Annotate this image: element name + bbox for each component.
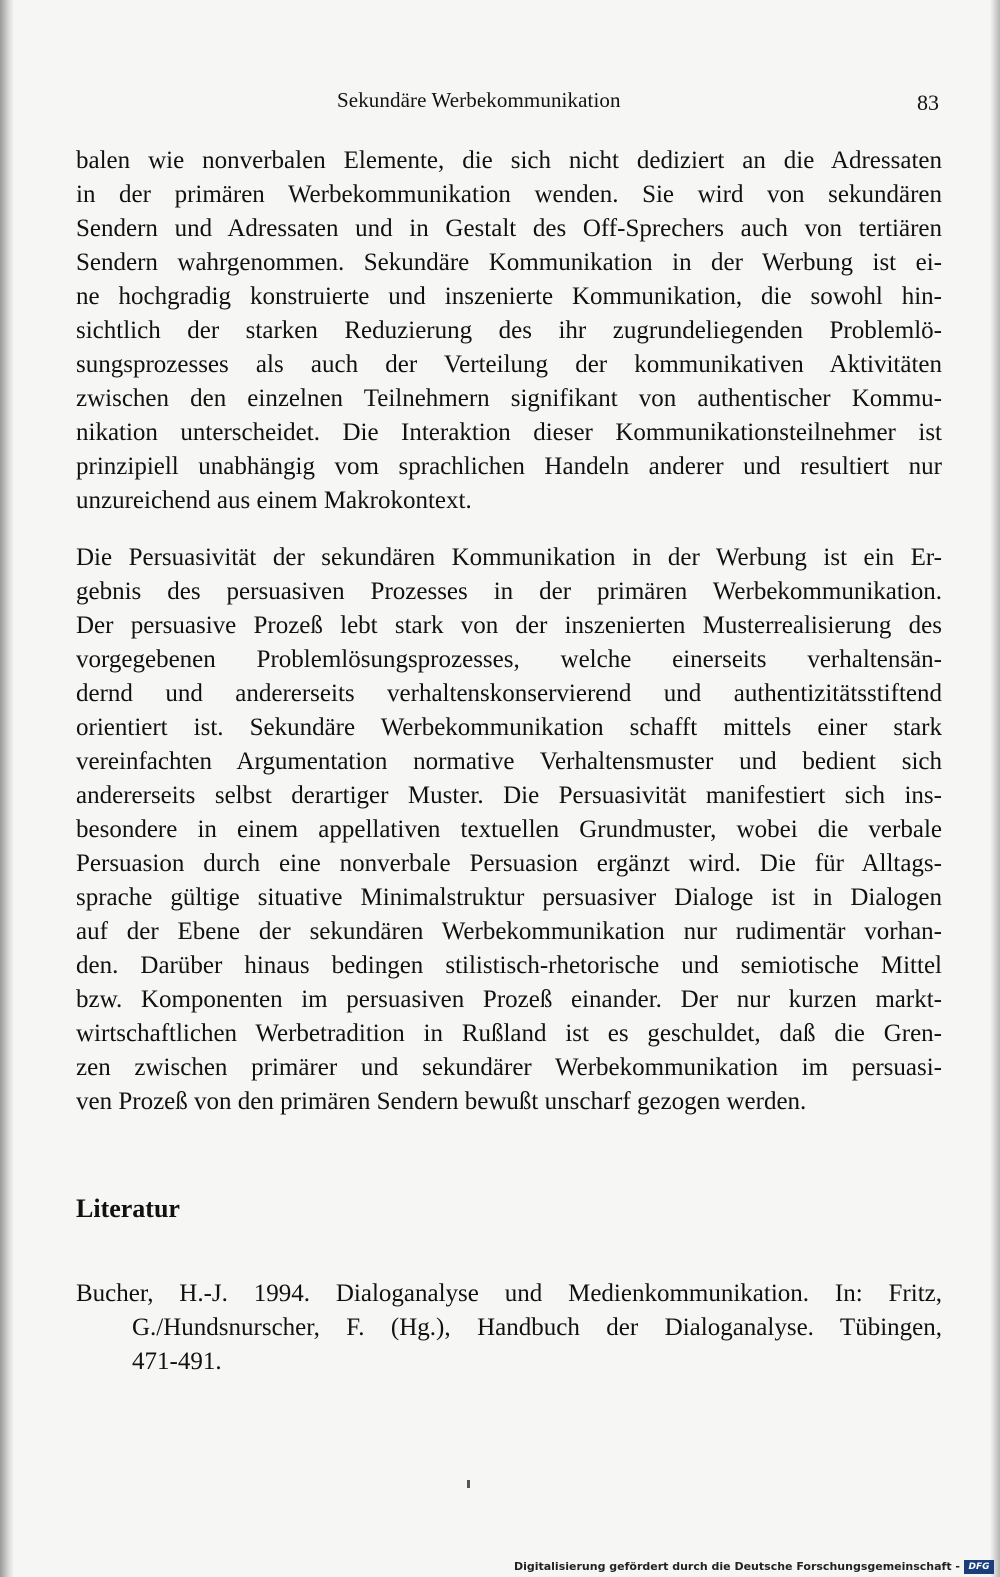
text-line: zen zwischen primärer und sekundärer Werbekommunikation im persuasi-	[76, 1054, 942, 1081]
text-line: Persuasion durch eine nonverbale Persuasion ergänzt wird. Die für Alltags-	[76, 850, 942, 877]
paragraph-2	[76, 541, 942, 1119]
text-line: ven Prozeß von den primären Sendern bewußt unscharf gezogen werden.	[76, 1088, 807, 1115]
text-line: sichtlich der starken Reduzierung des ihr zugrundeliegenden Problemlö-	[76, 317, 942, 344]
bib-line: 471-491.	[132, 1348, 222, 1375]
literature-heading: Literatur	[76, 1194, 180, 1223]
text-line: auf der Ebene der sekundären Werbekommunikation nur rudimentär vorhan-	[76, 918, 942, 945]
text-line: sungsprozesses als auch der Verteilung der kommunikativen Aktivitäten	[76, 351, 942, 378]
text-line: Der persuasive Prozeß lebt stark von der inszenierten Musterrealisierung des	[76, 612, 942, 639]
text-line: wirtschaftlichen Werbetradition in Rußland ist es geschuldet, daß die Gren-	[76, 1020, 942, 1047]
text-line: andererseits selbst derartiger Muster. Die Persuasivität manifestiert sich ins-	[76, 782, 942, 809]
text-line: balen wie nonverbalen Elemente, die sich nicht dediziert an die Adressaten	[76, 147, 942, 174]
text-line: ne hochgradig konstruierte und inszenierte Kommunikation, die sowohl hin-	[76, 283, 942, 310]
bibliography-entry	[76, 1276, 942, 1378]
text-line: vorgegebenen Problemlösungsprozesses, welche einerseits verhaltensän-	[76, 646, 942, 673]
text-line: nikation unterscheidet. Die Interaktion dieser Kommunikationsteilnehmer ist	[76, 419, 942, 446]
bib-line: Bucher, H.-J. 1994. Dialoganalyse und Medienkommunikation. In: Fritz,	[76, 1280, 942, 1307]
text-line: unzureichend aus einem Makrokontext.	[76, 487, 472, 514]
text-line: sprache gültige situative Minimalstruktur persuasiver Dialoge ist in Dialogen	[76, 884, 942, 911]
scan-artifact	[467, 1480, 470, 1488]
text-line: dernd und andererseits verhaltenskonservierend und authentizitätsstiftend	[76, 680, 942, 707]
bib-line: G./Hundsnurscher, F. (Hg.), Handbuch der Dialoganalyse. Tübingen,	[132, 1314, 942, 1341]
text-line: bzw. Komponenten im persuasiven Prozeß einander. Der nur kurzen markt-	[76, 986, 942, 1013]
text-line: orientiert ist. Sekundäre Werbekommunikation schafft mittels einer stark	[76, 714, 942, 741]
text-line: vereinfachten Argumentation normative Verhaltensmuster und bedient sich	[76, 748, 942, 775]
paragraph-1	[76, 144, 942, 518]
text-line: Sendern und Adressaten und in Gestalt des Off-Sprechers auch von tertiären	[76, 215, 942, 242]
text-line: in der primären Werbekommunikation wenden. Sie wird von sekundären	[76, 181, 942, 208]
text-line: den. Darüber hinaus bedingen stilistisch-rhetorische und semiotische Mittel	[76, 952, 942, 979]
page-number: 83	[917, 90, 939, 115]
scan-shadow-right	[990, 0, 1000, 1577]
digitization-credit: Digitalisierung gefördert durch die Deutsche Forschungsgemeinschaft -	[513, 1560, 960, 1573]
scan-shadow-left	[0, 0, 14, 1577]
text-line: Sendern wahrgenommen. Sekundäre Kommunikation in der Werbung ist ei-	[76, 249, 942, 276]
text-line: prinzipiell unabhängig vom sprachlichen Handeln anderer und resultiert nur	[76, 453, 942, 480]
text-line: zwischen den einzelnen Teilnehmern signifikant von authentischer Kommu-	[76, 385, 942, 412]
dfg-logo: DFG	[964, 1560, 994, 1574]
text-line: gebnis des persuasiven Prozesses in der primären Werbekommunikation.	[76, 578, 942, 605]
running-head: Sekundäre Werbekommunikation	[337, 88, 621, 112]
text-line: Die Persuasivität der sekundären Kommunikation in der Werbung ist ein Er-	[76, 544, 942, 571]
text-line: besondere in einem appellativen textuellen Grundmuster, wobei die verbale	[76, 816, 942, 843]
